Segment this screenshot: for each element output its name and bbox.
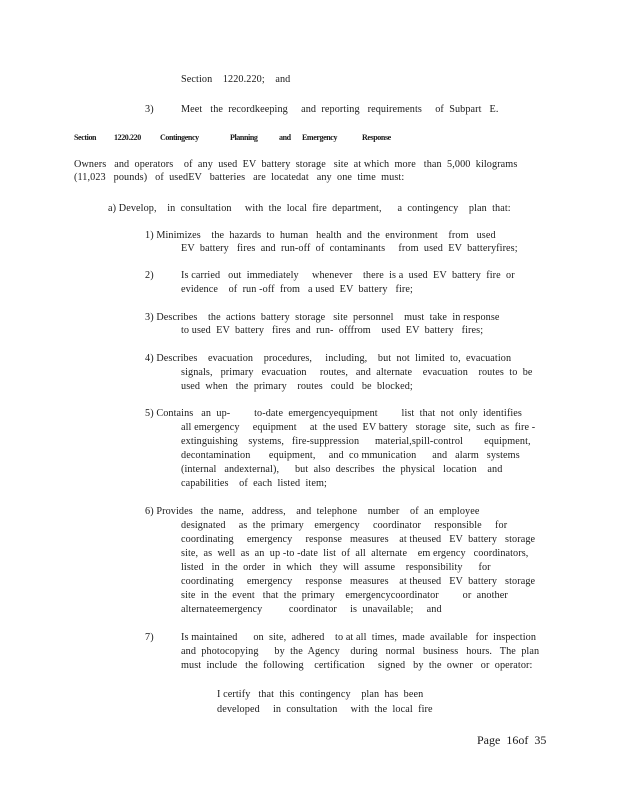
item-a-text: a) Develop, in consultation with the local fire department, a contingency plan that: <box>108 203 511 214</box>
list-item-5-line-5: (internal andexternal), but also describes the physical location and <box>181 464 503 475</box>
list-item-5-line-4: decontamination equipment, and co mmunication and alarm systems <box>181 450 520 461</box>
list-item-3-line-2: to used EV battery fires and run- offfrom used EV battery fires; <box>181 325 484 336</box>
list-item-3-line-1: 3) Describes the actions battery storage site personnel must take in response <box>145 312 500 323</box>
list-item-5-line-3: extinguishing systems, fire-suppression material,spill-control equipment, <box>181 436 531 447</box>
section-reference: Section 1220.220; and <box>181 74 291 85</box>
list-item-6-line-3: coordinating emergency response measures at theused EV battery storage <box>181 534 536 545</box>
certification-line-2: developed in consultation with the local fire <box>217 704 433 715</box>
certification-line-1: I certify that this contingency plan has been <box>217 689 424 700</box>
list-item-5-line-1: 5) Contains an up- to-date emergencyequipment list that not only identifies <box>145 408 522 419</box>
list-item-6-line-7: site in the event that the primary emergencycoordinator or another <box>181 590 508 601</box>
heading-word-emergency: Emergency <box>302 133 338 142</box>
list-item-1-line-2: EV battery fires and run-off of contaminants from used EV batteryfires; <box>181 243 518 254</box>
heading-section-label: Section <box>74 133 97 142</box>
item-3-number: 3) <box>145 104 154 115</box>
heading-word-response: Response <box>362 133 391 142</box>
page-number: Page 16of 35 <box>477 733 547 747</box>
list-item-7-line-1: Is maintained on site, adhered to at all times, made available for inspection <box>181 632 537 643</box>
list-item-6-line-4: site, as well as an up -to -date list of all alternate em ergency coordinators, <box>181 548 529 559</box>
list-item-7-line-3: must include the following certification signed by the owner or operator: <box>181 660 533 671</box>
list-item-5-line-2: all emergency equipment at the used EV battery storage site, such as fire - <box>181 422 536 433</box>
list-item-4-line-2: signals, primary evacuation routes, and alternate evacuation routes to be <box>181 367 533 378</box>
list-item-6-line-2: designated as the primary emergency coordinator responsible for <box>181 520 508 531</box>
list-item-6-line-5: listed in the order in which they will assume responsibility for <box>181 562 491 573</box>
item-3-text: Meet the recordkeeping and reporting requirements of Subpart E. <box>181 104 499 115</box>
heading-word-and: and <box>279 133 291 142</box>
list-item-4-line-1: 4) Describes evacuation procedures, including, but not limited to, evacuation <box>145 353 512 364</box>
list-item-7-line-2: and photocopying by the Agency during normal business hours. The plan <box>181 646 540 657</box>
list-item-6-line-6: coordinating emergency response measures at theused EV battery storage <box>181 576 536 587</box>
intro-line-2: (11,023 pounds) of usedEV batteries are locatedat any one time must: <box>74 172 405 183</box>
intro-line-1: Owners and operators of any used EV battery storage site at which more than 5,000 kilograms <box>74 159 518 170</box>
list-item-4-line-3: used when the primary routes could be blocked; <box>181 381 413 392</box>
heading-word-contingency: Contingency <box>160 133 199 142</box>
list-item-7-number: 7) <box>145 632 154 643</box>
list-item-2-line-1: Is carried out immediately whenever there is a used EV battery fire or <box>181 270 515 281</box>
heading-section-number: 1220.220 <box>114 133 141 142</box>
list-item-1-line-1: 1) Minimizes the hazards to human health and the environment from used <box>145 230 496 241</box>
heading-word-planning: Planning <box>230 133 258 142</box>
list-item-2-number: 2) <box>145 270 154 281</box>
list-item-6-line-8: alternateemergency coordinator is unavailable; and <box>181 604 442 615</box>
list-item-2-line-2: evidence of run -off from a used EV battery fire; <box>181 284 413 295</box>
list-item-5-line-6: capabilities of each listed item; <box>181 478 327 489</box>
list-item-6-line-1: 6) Provides the name, address, and telephone number of an employee <box>145 506 480 517</box>
